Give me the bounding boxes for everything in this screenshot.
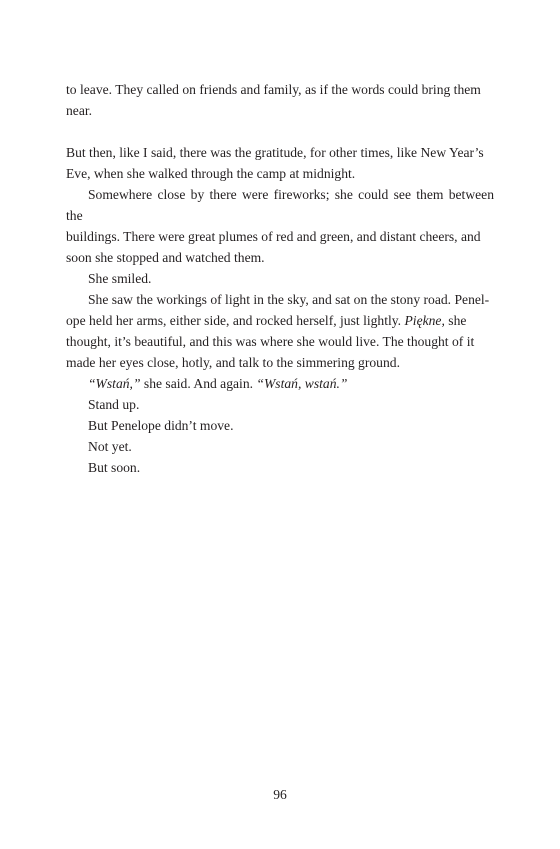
paragraph-line [66,310,494,331]
text-run: she said. And again. [140,376,257,391]
italic-dialogue: “Wstań,” [88,376,141,391]
paragraph-gratitude [66,142,494,184]
paragraph-but-soon: But soon. [88,460,141,475]
paragraph-didnt-move: But Penelope didn’t move. [88,418,234,433]
paragraph-not-yet: Not yet. [88,439,132,454]
text-run: ope held her arms, either side, and rocked herself, just lightly. [66,313,405,328]
paragraph-fireworks [66,184,494,268]
paragraph-line: thought, it’s beautiful, and this was where she would live. The thought of it [66,334,475,349]
paragraph-line: made her eyes close, hotly, and talk to the simmering ground. [66,355,400,370]
paragraph-line: But then, like I said, there was the gratitude, for other times, like New Year’s [66,145,484,160]
paragraph-workings-of-light [66,289,494,373]
italic-dialogue: “Wstań, wstań.” [256,376,348,391]
text-run: she [444,313,467,328]
paragraph-wstan [66,373,494,394]
paragraph-line: She saw the workings of light in the sky, and sat on the stony road. Penel- [88,292,490,307]
continuation-paragraph [66,79,494,121]
paragraph-line: Eve, when she walked through the camp at midnight. [66,166,356,181]
paragraph-line: buildings. There were great plumes of red and green, and distant cheers, and [66,229,481,244]
italic-word: Piękne, [404,313,445,328]
paragraph-line: soon she stopped and watched them. [66,250,265,265]
page-number: 96 [273,787,287,802]
paragraph-line: to leave. They called on friends and family, as if the words could bring them [66,82,481,97]
paragraph-stand-up: Stand up. [88,397,140,412]
paragraph-smiled: She smiled. [88,271,152,286]
paragraph-line: Somewhere close by there were fireworks; she could see them between the [66,187,494,223]
main-text [66,142,494,478]
paragraph-line: near. [66,103,93,118]
